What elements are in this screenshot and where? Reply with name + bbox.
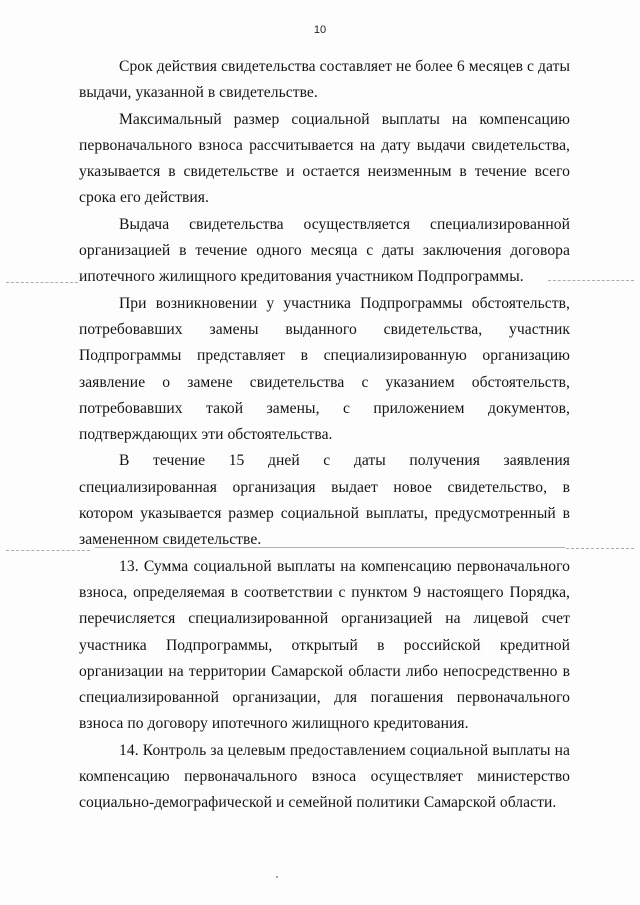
paragraph-max-payment: Максимальный размер социальной выплаты на компенсацию первоначального взноса рассчитывается на дату выдачи свидетельства, указывается в свидетельстве и остается неизменным в течение всего срока его действия.	[79, 110, 570, 207]
paragraph-certificate-issuance: Выдача свидетельства осуществляется специализированной организацией в течение одного месяца с даты заключения договора ипотечного жилищного кредитования участником Подпрограммы.	[79, 215, 570, 286]
paragraph-certificate-replacement: При возникновении у участника Подпрограммы обстоятельств, потребовавших замены выданного свидетельства, участник Подпрограммы представляет в специализированную организацию заявление о замене свидетельства с указанием обстоятельств, потребовавших такой замены, с приложением документов, подтверждающих эти обстоятельства.	[79, 294, 570, 444]
paragraph-certificate-validity: Срок действия свидетельства составляет не более 6 месяцев с даты выдачи, указанной в свидетельстве.	[79, 58, 570, 102]
scan-artifact-streak	[95, 547, 565, 548]
paragraph-new-certificate: В течение 15 дней с даты получения заявления специализированная организация выдает новое свидетельство, в котором указывается размер социальной выплаты, предусмотренный в замененном свидетельстве.	[79, 452, 570, 549]
scan-speck	[276, 876, 278, 878]
paragraph-clause-14: 14. Контроль за целевым предоставлением социальной выплаты на компенсацию первоначального взноса осуществляет министерство социально-демографической и семейной политики Самарской области.	[79, 741, 570, 812]
page-number: 10	[313, 24, 327, 36]
paragraph-clause-13: 13. Сумма социальной выплаты на компенсацию первоначального взноса, определяемая в соответствии с пунктом 9 настоящего Порядка, перечисляется специализированной организацией на лицевой счет участника Подпрограммы, открытый в российской кредитной организации на территории Самарской области либо непосредственно в специализированной организации, для погашения первоначального взноса по договору ипотечного жилищного кредитования.	[79, 557, 570, 733]
document-body	[79, 54, 570, 817]
scan-artifact-line	[6, 550, 90, 551]
scan-artifact-line	[548, 280, 634, 281]
scan-artifact-line	[6, 282, 78, 283]
scan-artifact-line	[566, 548, 634, 549]
